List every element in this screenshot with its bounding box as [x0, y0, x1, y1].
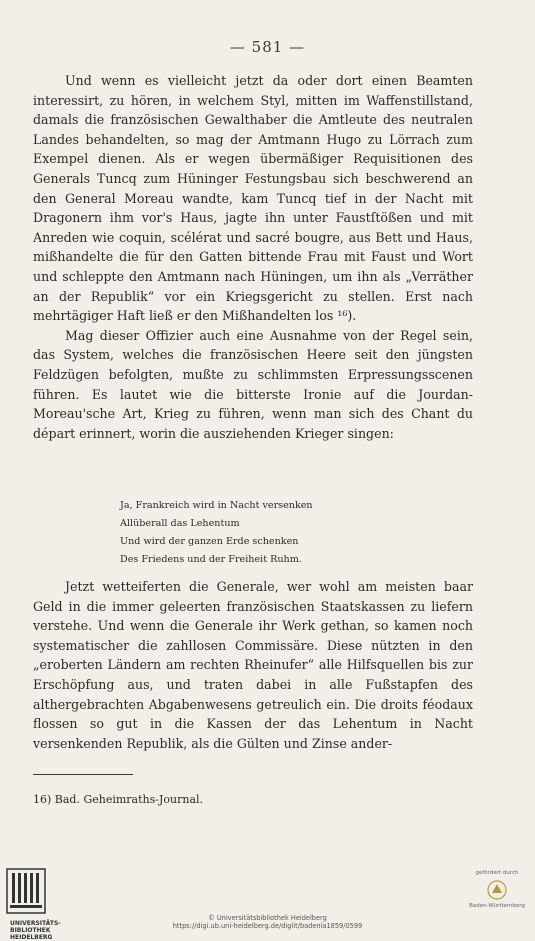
- verse-line: Des Friedens und der Freiheit Ruhm.: [120, 554, 302, 565]
- sponsor-emblem-icon: [486, 879, 508, 901]
- main-text: [33, 71, 473, 443]
- sponsor-region: Baden-Württemberg: [469, 903, 525, 909]
- page-footer: [0, 862, 535, 941]
- copyright-notice: [0, 914, 535, 930]
- verse-line: Und wird der ganzen Erde schenken: [120, 536, 299, 547]
- paragraph-1: Und wenn es vielleicht jetzt da oder dort einen Beamten interessirt, zu hören, in welchem Styl, mitten im Waffenstillstand, damals die französischen Gewalthaber die Amtleute des neutralen Landes behandelten, so mag der Amtmann Hugo zu Lörrach zum Exempel dienen. Als er wegen übermäßiger Requisitionen des Generals Tuncq zum Hüninger Festungsbau sich beschwerend an den General Moreau wandte, kam Tuncq tief in der Nacht mit Dragonern ihm vor's Haus, jagte ihn unter Faustſtößen und mit Anreden wie coquin, scélérat und sacré bougre, aus Bett und Haus, mißhandelte die für den Gatten bittende Frau mit Faust und Wort und schleppte den Amtmann nach Hüningen, um ihn als „Verräther an der Republik“ vor ein Kriegsgericht zu stellen. Erst nach mehrtägiger Haft ließ er den Mißhandelten los ¹⁶).: [33, 73, 473, 324]
- verse-block: [120, 497, 460, 569]
- sponsor-block: [467, 870, 527, 910]
- verse-line: Allüberall das Lehentum: [120, 518, 240, 529]
- verse-line: Ja, Frankreich wird in Nacht versenken: [120, 500, 313, 511]
- sponsor-label: gefördert durch: [475, 870, 519, 876]
- library-name: UNIVERSITÄTS- BIBLIOTHEK HEIDELBERG: [10, 920, 61, 941]
- paragraph-3: Jetzt wetteiferten die Generale, wer wohl am meisten baar Geld in die immer geleerten französischen Staatskassen zu liefern verstehe. Und wenn die Generale ihr Werk gethan, so kamen noch systematischer die zahllosen Commissäre. Diese nützten in den „eroberten Ländern am rechten Rheinufer“ alle Hilfsquellen bis zur Erschöpfung aus, und traten dabei in alle Fußstapfen des althergebrachten Abgabenwesens getreulich ein. Die droits féodaux flossen so gut in die Kassen der das Lehentum in Nacht versenkenden Republik, als die Gülten und Zinse ander-: [33, 579, 473, 751]
- main-text-continued: [33, 577, 473, 753]
- paragraph-2: Mag dieser Offizier auch eine Ausnahme von der Regel sein, das System, welches die französischen Heere seit den jüngsten Feldzügen befolgten, mußte zu schlimmsten Erpressungsscenen führen. Es lautet wie die bitterste Ironie auf die Jourdan-Moreau'sche Art, Krieg zu führen, wenn man sich des Chant du départ erinnert, worin die ausziehenden Krieger singen:: [33, 327, 473, 441]
- copyright-text: © Universitätsbibliothek Heidelberg: [208, 914, 327, 922]
- footnote: 16) Bad. Geheimraths-Journal.: [33, 793, 204, 806]
- library-logo-icon: [6, 868, 46, 914]
- footnote-rule: [33, 774, 133, 775]
- permalink[interactable]: https://digi.ub.uni-heidelberg.de/diglit/badenia1859/0599: [172, 922, 363, 930]
- page-number: — 581 —: [229, 38, 306, 56]
